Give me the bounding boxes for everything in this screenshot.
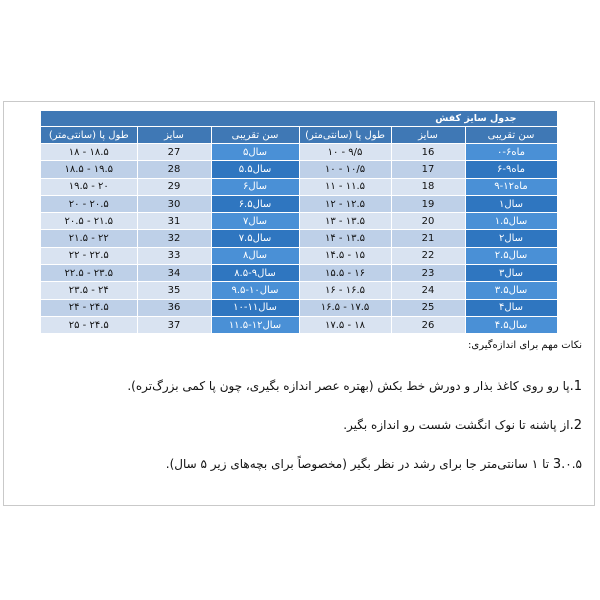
- table-row: [41, 213, 557, 230]
- age-cell: ۸.۵-۹سال: [211, 265, 299, 282]
- age-cell: ۲سال: [465, 230, 557, 247]
- size-cell: 30: [137, 195, 211, 212]
- age-cell: ۱سال: [465, 195, 557, 212]
- size-cell: 33: [137, 247, 211, 264]
- foot-length-cell: ۱۹.۵ - ۲۰: [41, 178, 137, 195]
- foot-length-cell: ۱۷.۵ - ۱۸: [299, 316, 391, 333]
- age-cell: ۶سال: [211, 178, 299, 195]
- size-cell: 28: [137, 161, 211, 178]
- age-cell: ۱.۵سال: [465, 213, 557, 230]
- table-row: [41, 161, 557, 178]
- header-foot-length-1: طول پا (سانتی‌متر): [299, 127, 391, 144]
- foot-length-cell: ۱۸ - ۱۸.۵: [41, 144, 137, 161]
- size-cell: 17: [391, 161, 465, 178]
- age-cell: ۷.۵سال: [211, 230, 299, 247]
- foot-length-cell: ۲۳.۵ - ۲۴: [41, 282, 137, 299]
- age-cell: ۵.۵سال: [211, 161, 299, 178]
- size-cell: 22: [391, 247, 465, 264]
- foot-length-cell: ۲۱.۵ - ۲۲: [41, 230, 137, 247]
- measurement-notes: [22, 340, 582, 496]
- foot-length-cell: ۱۵.۵ - ۱۶: [299, 265, 391, 282]
- size-cell: 29: [137, 178, 211, 195]
- age-cell: ۴سال: [465, 299, 557, 316]
- note-text: ۰.۵ تا ۱ سانتی‌متر جا برای رشد در نظر بگیر (مخصوصاً برای بچه‌های زیر ۵ سال).: [165, 457, 582, 471]
- foot-length-cell: ۱۰ - ۱۰/۵: [299, 161, 391, 178]
- shoe-size-table: [41, 111, 558, 334]
- foot-length-cell: ۱۴.۵ - ۱۵: [299, 247, 391, 264]
- foot-length-cell: ۱۶.۵ - ۱۷.۵: [299, 299, 391, 316]
- age-cell: ۱۱.۵-۱۲سال: [211, 316, 299, 333]
- header-age-2: سن تقریبی: [211, 127, 299, 144]
- size-cell: 25: [391, 299, 465, 316]
- notes-title: نکات مهم برای اندازه‌گیری:: [468, 340, 582, 351]
- note-item: [22, 457, 582, 472]
- foot-length-cell: ۱۱ - ۱۱.۵: [299, 178, 391, 195]
- header-size-2: سایز: [137, 127, 211, 144]
- table-row: [41, 178, 557, 195]
- table-row: [41, 265, 557, 282]
- age-cell: ۷سال: [211, 213, 299, 230]
- table-row: [41, 282, 557, 299]
- age-cell: ۳سال: [465, 265, 557, 282]
- size-cell: 35: [137, 282, 211, 299]
- table-title: جدول سایز کفش: [41, 111, 557, 127]
- foot-length-cell: ۲۰ - ۲۰.۵: [41, 195, 137, 212]
- size-cell: 36: [137, 299, 211, 316]
- foot-length-cell: ۱۸.۵ - ۱۹.۵: [41, 161, 137, 178]
- table-row: [41, 299, 557, 316]
- table-row: [41, 316, 557, 333]
- table-row: [41, 247, 557, 264]
- age-cell: ۲.۵سال: [465, 247, 557, 264]
- size-cell: 32: [137, 230, 211, 247]
- age-cell: ۵سال: [211, 144, 299, 161]
- size-cell: 21: [391, 230, 465, 247]
- table-header-row: [41, 127, 557, 144]
- size-cell: 31: [137, 213, 211, 230]
- header-size-1: سایز: [391, 127, 465, 144]
- size-cell: 26: [391, 316, 465, 333]
- shoe-size-table-container: [41, 111, 557, 334]
- table-row: [41, 230, 557, 247]
- age-cell: ۱۰-۱۱سال: [211, 299, 299, 316]
- header-age-1: سن تقریبی: [465, 127, 557, 144]
- age-cell: ۹-۱۲ماه: [465, 178, 557, 195]
- table-title-row: [41, 111, 557, 127]
- foot-length-cell: ۱۶ - ۱۶.۵: [299, 282, 391, 299]
- foot-length-cell: ۲۵ - ۲۴.۵: [41, 316, 137, 333]
- note-number: 2.: [569, 418, 582, 433]
- age-cell: ۰-۶ماه: [465, 144, 557, 161]
- foot-length-cell: ۲۲ - ۲۲.۵: [41, 247, 137, 264]
- size-cell: 19: [391, 195, 465, 212]
- size-cell: 23: [391, 265, 465, 282]
- header-foot-length-2: طول پا (سانتی‌متر): [41, 127, 137, 144]
- size-cell: 16: [391, 144, 465, 161]
- age-cell: ۶.۵سال: [211, 195, 299, 212]
- size-cell: 37: [137, 316, 211, 333]
- note-number: 3.: [552, 457, 566, 472]
- note-item: [22, 379, 582, 394]
- table-row: [41, 144, 557, 161]
- foot-length-cell: ۱۰ - ۹/۵: [299, 144, 391, 161]
- age-cell: ۳.۵سال: [465, 282, 557, 299]
- size-cell: 20: [391, 213, 465, 230]
- age-cell: ۶-۹ماه: [465, 161, 557, 178]
- foot-length-cell: ۲۴ - ۲۴.۵: [41, 299, 137, 316]
- size-cell: 34: [137, 265, 211, 282]
- size-cell: 27: [137, 144, 211, 161]
- note-text: پا رو روی کاغذ بذار و دورش خط بکش (بهتره عصر اندازه بگیری، چون پا کمی بزرگ‌تره).: [127, 379, 570, 393]
- age-cell: ۹.۵-۱۰سال: [211, 282, 299, 299]
- foot-length-cell: ۱۲ - ۱۲.۵: [299, 195, 391, 212]
- size-cell: 24: [391, 282, 465, 299]
- note-number: 1.: [569, 379, 582, 394]
- table-row: [41, 195, 557, 212]
- age-cell: ۴.۵سال: [465, 316, 557, 333]
- note-text: از پاشنه تا نوک انگشت شست رو اندازه بگیر.: [343, 418, 570, 432]
- foot-length-cell: ۲۲.۵ - ۲۳.۵: [41, 265, 137, 282]
- age-cell: ۸سال: [211, 247, 299, 264]
- size-cell: 18: [391, 178, 465, 195]
- foot-length-cell: ۱۳ - ۱۳.۵: [299, 213, 391, 230]
- foot-length-cell: ۲۰.۵ - ۲۱.۵: [41, 213, 137, 230]
- foot-length-cell: ۱۴ - ۱۳.۵: [299, 230, 391, 247]
- note-item: [22, 418, 582, 433]
